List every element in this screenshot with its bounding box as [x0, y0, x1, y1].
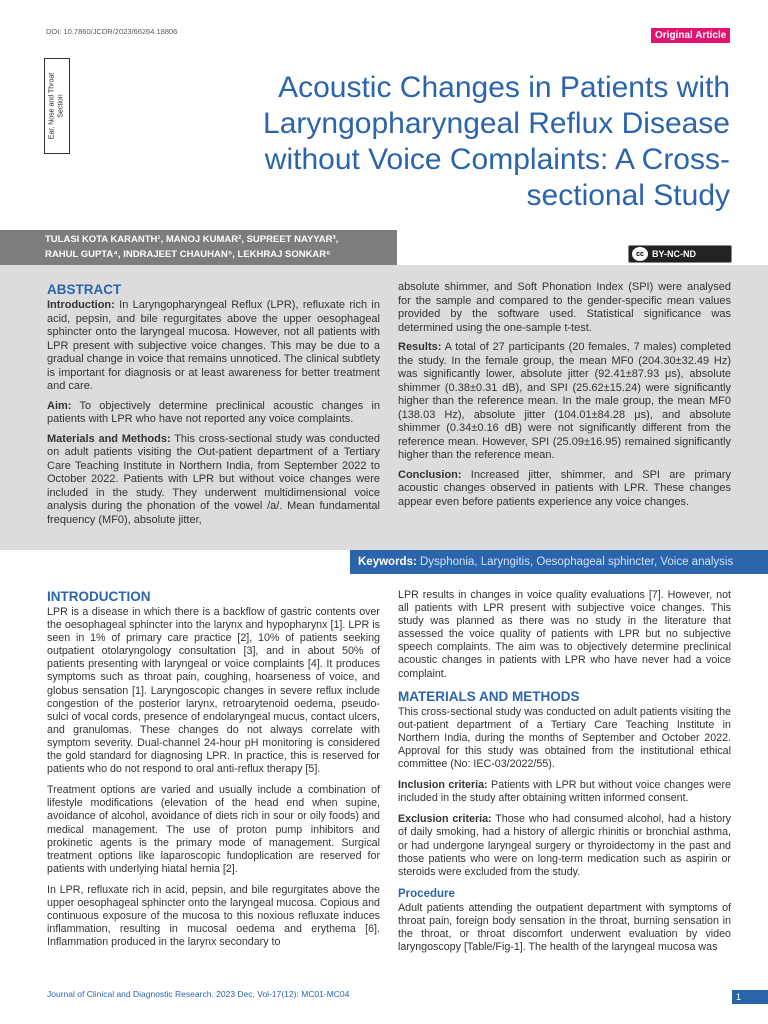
body-right-column	[398, 589, 731, 962]
abstract-right-column	[398, 281, 731, 515]
abstract-conclusion: Conclusion: Increased jitter, shimmer, and SPI are primary acoustic changes observed in patients with LPR. These changes appear even before patients experience any voice changes.	[398, 468, 731, 508]
page-number: 1	[732, 990, 768, 1004]
creative-commons-icon: cc	[632, 247, 648, 261]
authors-line-2: RAHUL GUPTA⁴, INDRAJEET CHAUHAN⁵, LEKHRAJ SONKAR⁶	[45, 249, 331, 260]
exclusion-criteria: Exclusion criteria: Those who had consumed alcohol, had a history of daily smoking, had a history of allergic rhinitis or bronchial asthma, or had undergone laryngeal surgery or thyroidectomy in the past and those patients who were on long-term medication such as aspirin or steroids were excluded from the study.	[398, 813, 731, 878]
abstract-aim: Aim: To objectively determine preclinical acoustic changes in patients with LPR who have not reported any voice complaints.	[47, 399, 380, 425]
author-bar	[0, 230, 397, 265]
section-label: Ear, Nose and Throat Section	[48, 72, 64, 140]
inclusion-criteria: Inclusion criteria: Patients with LPR but without voice changes were included in the study after obtaining written informed consent.	[398, 779, 731, 805]
abstract-methods: Materials and Methods: This cross-sectional study was conducted on adult patients visiting the Out-patient department of a Tertiary Care Teaching Institute in Northern India, from September 2022 to October 2022. Patients with LPR but without voice changes were included in the study. They underwent multidimensional voice analysis during the phonation of the vowel /a/. Mean fundamental frequency (MF0), absolute jitter,	[47, 432, 380, 526]
introduction-paragraph-1: LPR is a disease in which there is a backflow of gastric contents over the oesophageal sphincter into the larynx and hypopharynx [1]. LPR is seen in 1% of primary care practice [2], 10% of patients seeking outpatient otolaryngology consultation [3], and in about 50% of patients presenting with laryngeal or voice complaints [4]. It produces symptoms such as throat pain, coughing, hoarseness of voice, and globus sensation [1]. Laryngoscopic changes in severe reflux include congestion of the posterior larynx, retroarytenoid oedema, pseudo-sulci of vocal cords, presence of endolaryngeal mucus, contact ulcers, and granulomas. These changes do not always correlate with symptom severity. Dual-channel 24-hour pH monitoring is considered the gold standard for diagnosing LPR. In practice, this is reserved for patients who do not respond to oral anti-reflux therapy [5].	[47, 606, 380, 776]
introduction-heading: INTRODUCTION	[47, 589, 151, 604]
abstract-section	[0, 265, 768, 550]
procedure-heading: Procedure	[398, 887, 455, 900]
article-title: Acoustic Changes in Patients with Laryngopharyngeal Reflux Disease without Voice Complaints: A Cross-sectional Study	[263, 71, 730, 213]
abstract-results: Results: A total of 27 participants (20 females, 7 males) completed the study. In the female group, the mean MF0 (204.30±32.49 Hz) was significantly lower, absolute jitter (92.41±87.93 μs), absolute shimmer (0.38±0.31 dB), and SPI (25.62±15.24) were significantly higher than the reference mean. In the male group, the mean MF0 (138.03 Hz), absolute jitter (104.01±84.28 μs), and absolute shimmer (0.34±0.16 dB) were not significantly different from the reference mean. However, SPI (25.09±16.95) remained significantly higher than the reference mean.	[398, 341, 731, 461]
abstract-left-column	[47, 282, 380, 533]
license-text: BY-NC-ND	[652, 249, 696, 259]
article-type-badge: Original Article	[651, 28, 730, 43]
methods-paragraph-1: This cross-sectional study was conducted on adult patients visiting the out-patient department of a Tertiary Care Teaching Institute in Northern India, during the months of September and October 2022. Approval for this study was obtained from the institutional ethical committee (No: IEC-03/2022/55).	[398, 705, 731, 771]
section-label-box	[44, 58, 70, 154]
methods-heading: MATERIALS AND METHODS	[398, 688, 580, 704]
doi: DOI: 10.7860/JCDR/2023/66264.18806	[46, 27, 178, 36]
procedure-paragraph-1: Adult patients attending the outpatient department with symptoms of throat pain, foreign body sensation in the throat, burning sensation in the throat, or throat discomfort underwent evaluation by video laryngoscopy [Table/Fig-1]. The health of the laryngeal mucosa was	[398, 901, 731, 954]
abstract-introduction: Introduction: In Laryngopharyngeal Reflux (LPR), refluxate rich in acid, pepsin, and bile regurgitates above the upper oesophageal sphincter onto the laryngeal mucosa. However, not all patients with LPR present with subjective voice changes. This may be due to a gradual change in voice that remains unnoticed. The clinical subtlety is important for diagnosis or at least awareness for better treatment and care.	[47, 299, 380, 392]
body-left-column	[47, 589, 380, 957]
introduction-paragraph-3: In LPR, refluxate rich in acid, pepsin, and bile regurgitates above the upper oesophageal sphincter onto the laryngeal mucosa. Copious and continuous exposure of the mucosa to this noxious refluxate induces inflammation, resulting in mucosal oedema and erythema [6]. Inflammation produced in the larynx secondary to	[47, 883, 380, 949]
abstract-methods-continued: absolute shimmer, and Soft Phonation Index (SPI) were analysed for the sample and compared to the gender-specific mean values provided by the software used. Statistical significance was determined using the one-sample t-test.	[398, 281, 731, 334]
authors-line-1: TULASI KOTA KARANTH¹, MANOJ KUMAR², SUPREET NAYYAR³,	[45, 234, 339, 245]
introduction-paragraph-2: Treatment options are varied and usually include a combination of lifestyle modifications (elevation of the head end when supine, avoidance of alcohol, avoidance of diets rich in sour or oily foods) and medical management. The use of proton pump inhibitors and prokinetic agents is the primary mode of management. Surgical treatment options like laparoscopic fundoplication are reserved for patients with underlying hiatal hernia [2].	[47, 784, 380, 875]
introduction-paragraph-4: LPR results in changes in voice quality evaluations [7]. However, not all patients with LPR present with subjective voice changes. This study was planned as there was no study in the literature that assessed the voice quality of patients with LPR but no subjective speech complaints. The aim was to objectively determine preclinical acoustic changes in patients with LPR who have never had a voice complaint.	[398, 589, 731, 680]
abstract-heading: ABSTRACT	[47, 282, 122, 297]
journal-citation: Journal of Clinical and Diagnostic Research. 2023 Dec, Vol-17(12): MC01-MC04	[47, 989, 350, 999]
keywords-label: Keywords:	[358, 556, 417, 568]
keywords-bar	[350, 550, 768, 574]
license-badge[interactable]	[628, 245, 732, 263]
keywords-value: Dysphonia, Laryngitis, Oesophageal sphincter, Voice analysis	[416, 556, 734, 568]
